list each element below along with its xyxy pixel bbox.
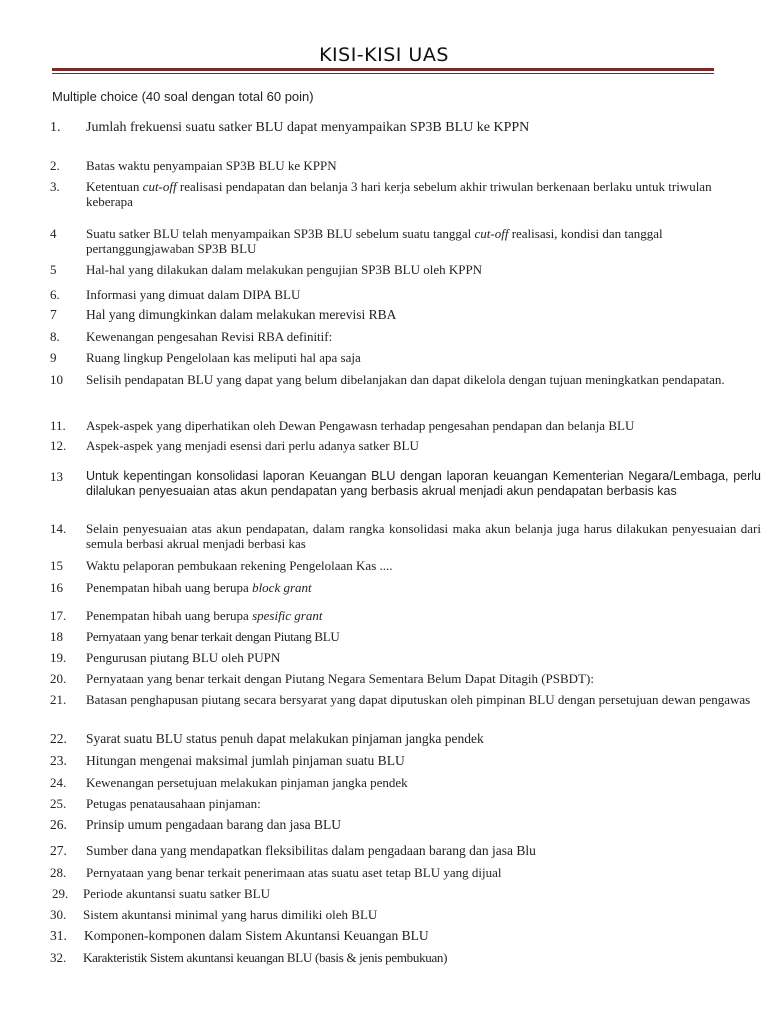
question-text: Jumlah frekuensi suatu satker BLU dapat menyampaikan SP3B BLU ke KPPN	[86, 120, 530, 135]
question-text: Ruang lingkup Pengelolaan kas meliputi hal apa saja	[86, 350, 361, 365]
title-divider-thin	[52, 73, 714, 74]
question-number: 10	[50, 372, 63, 387]
question-number: 19.	[50, 650, 67, 665]
question-number: 20.	[50, 671, 67, 686]
question-text: Kewenangan pengesahan Revisi RBA definitif:	[86, 329, 333, 344]
question-number: 29.	[52, 886, 69, 901]
question-text: Komponen-komponen dalam Sistem Akuntansi Keuangan BLU	[84, 928, 429, 943]
question-number: 31.	[50, 928, 67, 943]
question-number: 25.	[50, 796, 67, 811]
question-text: Kewenangan persetujuan melakukan pinjaman jangka pendek	[86, 775, 408, 790]
question-text: Untuk kepentingan konsolidasi laporan Keuangan BLU dengan laporan keuangan Kementerian Negara/Lembaga, perlu dilalukan penyesuaian atas akun pendapatan yang berbasis akrual menjadi akun pendapatan berbasis kas	[86, 469, 761, 498]
question-number: 32.	[50, 950, 67, 965]
question-text: Pengurusan piutang BLU oleh PUPN	[86, 650, 281, 665]
title-divider	[52, 68, 714, 71]
question-text: Pernyataan yang benar terkait dengan Piutang BLU	[86, 629, 340, 644]
question-number: 18	[50, 629, 63, 644]
question-text: Batas waktu penyampaian SP3B BLU ke KPPN	[86, 158, 337, 173]
question-number: 16	[50, 580, 63, 595]
page-title: KISI-KISI UAS	[319, 44, 449, 66]
question-number: 22.	[50, 731, 67, 746]
question-number: 6.	[50, 287, 60, 302]
question-number: 7	[50, 307, 57, 322]
question-text: Penempatan hibah uang berupa block grant	[86, 580, 312, 595]
question-text: Karakteristik Sistem akuntansi keuangan BLU (basis & jenis pembukuan)	[83, 950, 448, 965]
question-number: 27.	[50, 843, 67, 858]
question-number: 4	[50, 226, 57, 241]
question-text: Hal yang dimungkinkan dalam melakukan merevisi RBA	[86, 307, 397, 322]
question-text: Pernyataan yang benar terkait dengan Piutang Negara Sementara Belum Dapat Ditagih (PSBDT):	[86, 671, 594, 686]
question-text: Pernyataan yang benar terkait penerimaan atas suatu aset tetap BLU yang dijual	[86, 865, 502, 880]
question-number: 17.	[50, 608, 67, 623]
question-text: Suatu satker BLU telah menyampaikan SP3B BLU sebelum suatu tanggal cut-off realisasi, kondisi dan tanggal pertanggungjawaban SP3B BLU	[86, 226, 663, 256]
question-text: Selain penyesuaian atas akun pendapatan, dalam rangka konsolidasi maka akun belanja juga harus dilakukan penyesuaian dari semula berbasi akrual menjadi berbasi kas	[86, 521, 761, 551]
section-subtitle: Multiple choice (40 soal dengan total 60 poin)	[52, 89, 314, 104]
question-text: Syarat suatu BLU status penuh dapat melakukan pinjaman jangka pendek	[86, 731, 484, 746]
question-number: 14.	[50, 521, 67, 536]
question-text: Aspek-aspek yang menjadi esensi dari perlu adanya satker BLU	[86, 438, 419, 453]
question-number: 24.	[50, 775, 67, 790]
question-number: 21.	[50, 692, 67, 707]
question-text: Petugas penatausahaan pinjaman:	[86, 796, 261, 811]
question-number: 9	[50, 350, 57, 365]
question-text: Waktu pelaporan pembukaan rekening Pengelolaan Kas ....	[86, 558, 393, 573]
question-number: 26.	[50, 817, 67, 832]
question-text: Aspek-aspek yang diperhatikan oleh Dewan Pengawasn terhadap pengesahan pendapan dan belanja BLU	[86, 418, 635, 433]
question-number: 30.	[50, 907, 67, 922]
question-text: Sistem akuntansi minimal yang harus dimiliki oleh BLU	[83, 907, 378, 922]
question-number: 2.	[50, 158, 60, 173]
question-text: Ketentuan cut-off realisasi pendapatan dan belanja 3 hari kerja sebelum akhir triwulan berkenaan berlaku untuk triwulan keberapa	[86, 179, 712, 209]
question-number: 13	[50, 469, 63, 484]
question-number: 15	[50, 558, 63, 573]
question-number: 11.	[50, 418, 66, 433]
question-text: Selisih pendapatan BLU yang dapat yang belum dibelanjakan dan dapat dikelola dengan tujuan meningkatkan pendapatan.	[86, 372, 725, 387]
question-number: 28.	[50, 865, 67, 880]
question-number: 23.	[50, 753, 67, 768]
question-text: Batasan penghapusan piutang secara bersyarat yang dapat diputuskan oleh pimpinan BLU dengan persetujuan dewan pengawas	[86, 692, 751, 707]
question-text: Informasi yang dimuat dalam DIPA BLU	[86, 287, 301, 302]
question-text: Hal-hal yang dilakukan dalam melakukan pengujian SP3B BLU oleh KPPN	[86, 262, 483, 277]
question-text: Prinsip umum pengadaan barang dan jasa BLU	[86, 817, 341, 832]
question-number: 1.	[50, 120, 61, 135]
question-number: 3.	[50, 179, 60, 194]
question-text: Hitungan mengenai maksimal jumlah pinjaman suatu BLU	[86, 753, 405, 768]
question-text: Penempatan hibah uang berupa spesific grant	[86, 608, 323, 623]
question-number: 12.	[50, 438, 67, 453]
question-number: 5	[50, 262, 57, 277]
question-number: 8.	[50, 329, 60, 344]
question-text: Sumber dana yang mendapatkan fleksibilitas dalam pengadaan barang dan jasa Blu	[86, 843, 536, 858]
question-text: Periode akuntansi suatu satker BLU	[83, 886, 271, 901]
